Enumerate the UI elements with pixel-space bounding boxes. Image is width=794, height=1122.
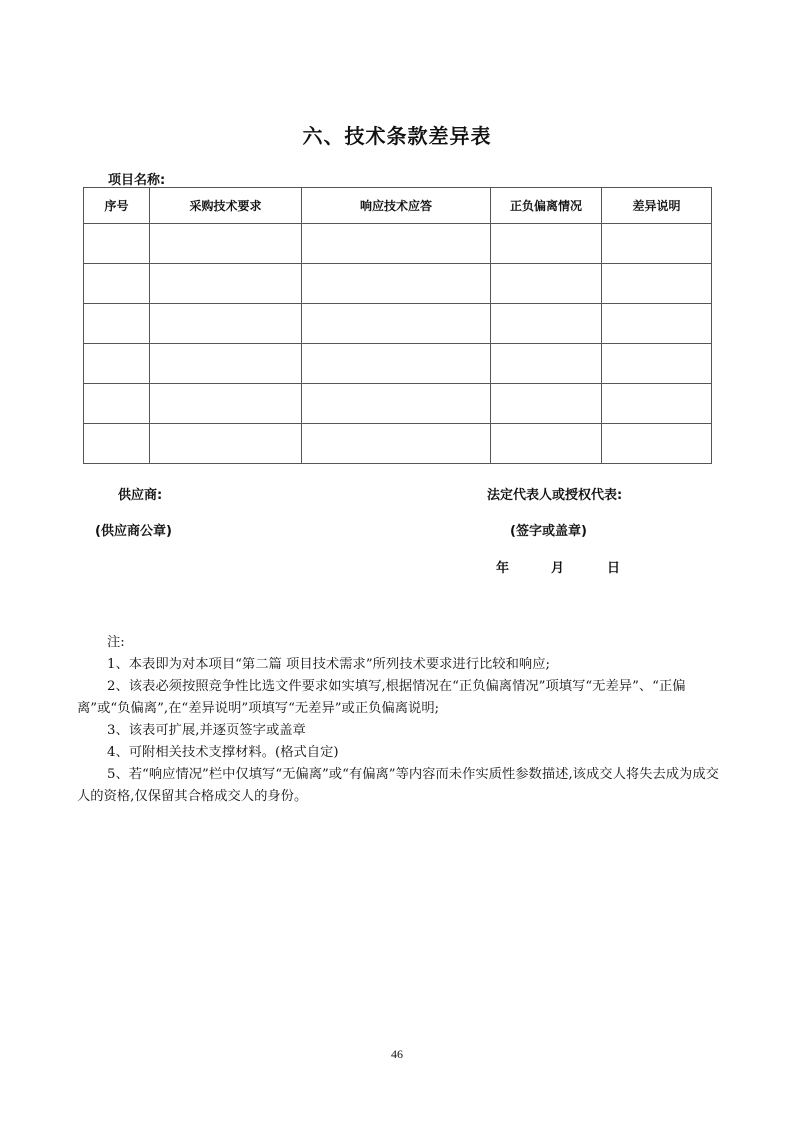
table-cell[interactable]	[602, 264, 712, 304]
table-row	[84, 344, 712, 384]
table-cell[interactable]	[84, 424, 150, 464]
notes-section	[77, 632, 721, 808]
notes-heading: 注:	[107, 635, 125, 650]
table-cell[interactable]	[302, 384, 491, 424]
note-item: 1、本表即为对本项目“第二篇 项目技术需求”所列技术要求进行比较和响应;	[107, 657, 550, 672]
date-day: 日	[607, 561, 621, 576]
table-cell[interactable]	[491, 384, 602, 424]
table-cell[interactable]	[150, 224, 302, 264]
note-item: 2、该表必须按照竞争性比选文件要求如实填写,根据情况在“正负偏离情况”项填写“无差异”、“正偏离”或“负偏离”,在“差异说明”项填写“无差异”或正负偏离说明;	[77, 679, 686, 716]
table-row	[84, 224, 712, 264]
deviation-table	[83, 187, 712, 464]
page-number: 46	[391, 1047, 403, 1061]
table-cell[interactable]	[150, 264, 302, 304]
header-index: 序号	[84, 188, 150, 224]
header-requirement: 采购技术要求	[150, 188, 302, 224]
note-item: 5、若“响应情况”栏中仅填写“无偏离”或“有偏离”等内容而未作实质性参数描述,该成交人将失去成为成交人的资格,仅保留其合格成交人的身份。	[77, 767, 719, 804]
supplier-label: 供应商:	[118, 488, 163, 503]
table-cell[interactable]	[302, 264, 491, 304]
table-cell[interactable]	[491, 344, 602, 384]
page-title: 六、技术条款差异表	[302, 124, 492, 148]
table-cell[interactable]	[150, 424, 302, 464]
table-header-row	[84, 188, 712, 224]
project-name-label: 项目名称:	[108, 173, 166, 188]
date-month: 月	[551, 561, 565, 576]
table-cell[interactable]	[302, 224, 491, 264]
table-cell[interactable]	[602, 384, 712, 424]
supplier-seal: (供应商公章)	[95, 524, 172, 539]
date-year: 年	[496, 561, 510, 576]
table-cell[interactable]	[84, 384, 150, 424]
table-cell[interactable]	[602, 344, 712, 384]
table-cell[interactable]	[491, 304, 602, 344]
note-item: 4、可附相关技术支撑材料。(格式自定)	[107, 745, 339, 760]
table-cell[interactable]	[602, 224, 712, 264]
table-cell[interactable]	[84, 224, 150, 264]
table-cell[interactable]	[491, 424, 602, 464]
note-item: 3、该表可扩展,并逐页签字或盖章	[107, 723, 306, 738]
table-cell[interactable]	[150, 304, 302, 344]
table-cell[interactable]	[150, 384, 302, 424]
table-row	[84, 264, 712, 304]
table-cell[interactable]	[302, 424, 491, 464]
table-cell[interactable]	[491, 224, 602, 264]
representative-label: 法定代表人或授权代表:	[487, 488, 623, 503]
header-response: 响应技术应答	[302, 188, 491, 224]
table-cell[interactable]	[602, 304, 712, 344]
table-cell[interactable]	[302, 304, 491, 344]
table-cell[interactable]	[84, 304, 150, 344]
table-cell[interactable]	[84, 344, 150, 384]
table-cell[interactable]	[302, 344, 491, 384]
table-cell[interactable]	[491, 264, 602, 304]
representative-sign: (签字或盖章)	[510, 524, 587, 539]
table-cell[interactable]	[150, 344, 302, 384]
table-row	[84, 304, 712, 344]
header-deviation: 正负偏离情况	[491, 188, 602, 224]
header-difference-note: 差异说明	[602, 188, 712, 224]
table-row	[84, 424, 712, 464]
table-cell[interactable]	[84, 264, 150, 304]
table-row	[84, 384, 712, 424]
table-cell[interactable]	[602, 424, 712, 464]
